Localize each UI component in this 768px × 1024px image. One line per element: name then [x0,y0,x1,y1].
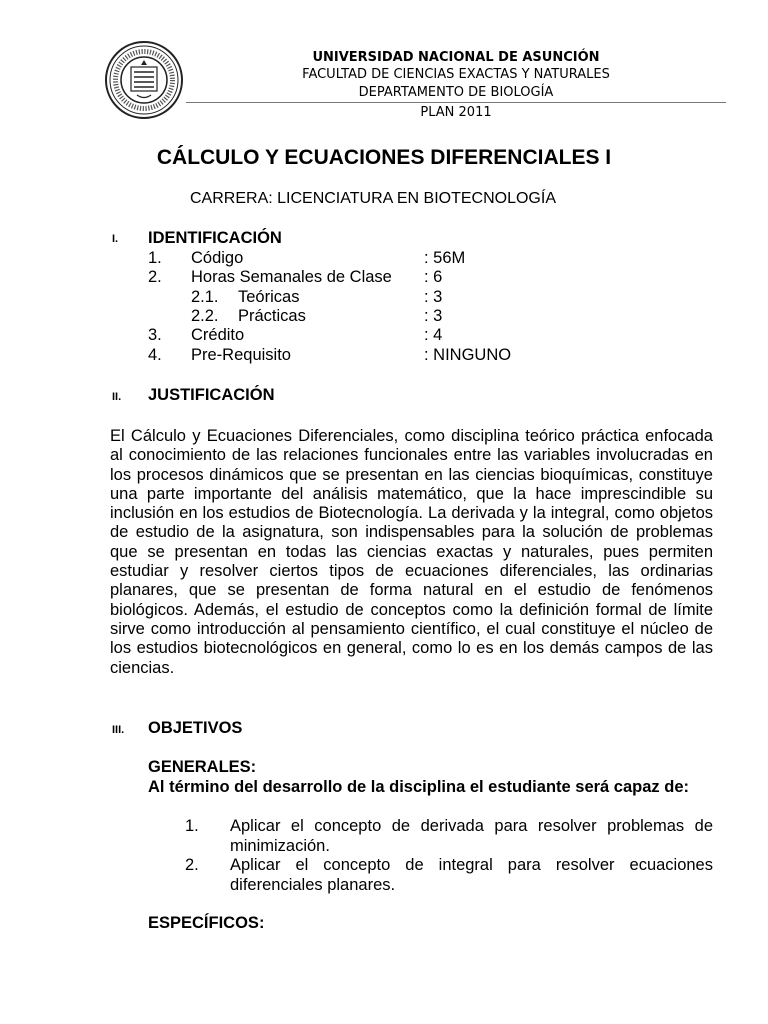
generales-intro: Al término del desarrollo de la disciplina el estudiante será capaz de: [148,778,690,796]
item-number: 1. [148,249,162,267]
faculty-name: FACULTAD DE CIENCIAS EXACTAS Y NATURALES [302,67,610,82]
plan-year: PLAN 2011 [420,105,492,120]
header-divider [186,102,726,103]
item-number: 2. [148,268,162,286]
especificos-label: ESPECÍFICOS: [148,914,265,932]
generales-label: GENERALES: [148,758,257,776]
department-name: DEPARTAMENTO DE BIOLOGÍA [358,85,554,100]
section-heading-objetivos: OBJETIVOS [148,719,243,737]
university-name: UNIVERSIDAD NACIONAL DE ASUNCIÓN [312,50,600,65]
section-number: II. [112,391,122,403]
career-line: CARRERA: LICENCIATURA EN BIOTECNOLOGÍA [190,190,556,207]
objective-number: 1. [185,817,199,835]
item-value: : 4 [424,326,443,344]
item-value: : 56M [424,249,466,267]
item-value: : 3 [424,288,443,306]
objective-text: Aplicar el concepto de derivada para resolver problemas de minimización. [230,817,713,855]
item-number: 3. [148,326,162,344]
section-heading-identificacion: IDENTIFICACIÓN [148,229,282,247]
item-label: Pre-Requisito [191,346,291,364]
item-label: Teóricas [238,288,300,306]
item-number: 4. [148,346,162,364]
item-value: : NINGUNO [424,346,512,364]
item-label: Horas Semanales de Clase [191,268,392,286]
section-number: I. [112,233,119,245]
justificacion-paragraph: El Cálculo y Ecuaciones Diferenciales, como disciplina teórico práctica enfocada al conocimiento de las relaciones funcionales entre las variables involucradas en los procesos dinámicos que se presentan en las ciencias bioquímicas, constituye una parte importante del análisis matemático, que la hace imprescindible su inclusión en los estudios de Biotecnología. La derivada y la integral, como objetos de estudio de la asignatura, son indispensables para la solución de problemas que se presentan en todas las ciencias exactas y naturales, pues permiten estudiar y resolver ciertos tipos de ecuaciones diferenciales, las ordinarias planares, que se presentan de forma natural en el estudio de fenómenos biológicos. Además, el estudio de conceptos como la definición formal de límite sirve como introducción al pensamiento científico, el cual constituye el núcleo de los estudios biotecnológicos en general, como lo es en los demás campos de las ciencias. [110,427,713,677]
item-value: : 6 [424,268,443,286]
objective-text: Aplicar el concepto de integral para resolver ecuaciones diferenciales planares. [230,856,713,894]
university-seal-icon [104,40,184,120]
item-number: 2.1. [191,288,219,306]
item-value: : 3 [424,307,443,325]
section-number: III. [112,724,125,736]
item-label: Prácticas [238,307,306,325]
document-title: CÁLCULO Y ECUACIONES DIFERENCIALES I [156,146,612,169]
objective-number: 2. [185,856,199,874]
item-label: Crédito [191,326,245,344]
item-number: 2.2. [191,307,219,325]
section-heading-justificacion: JUSTIFICACIÓN [148,386,275,404]
item-label: Código [191,249,244,267]
